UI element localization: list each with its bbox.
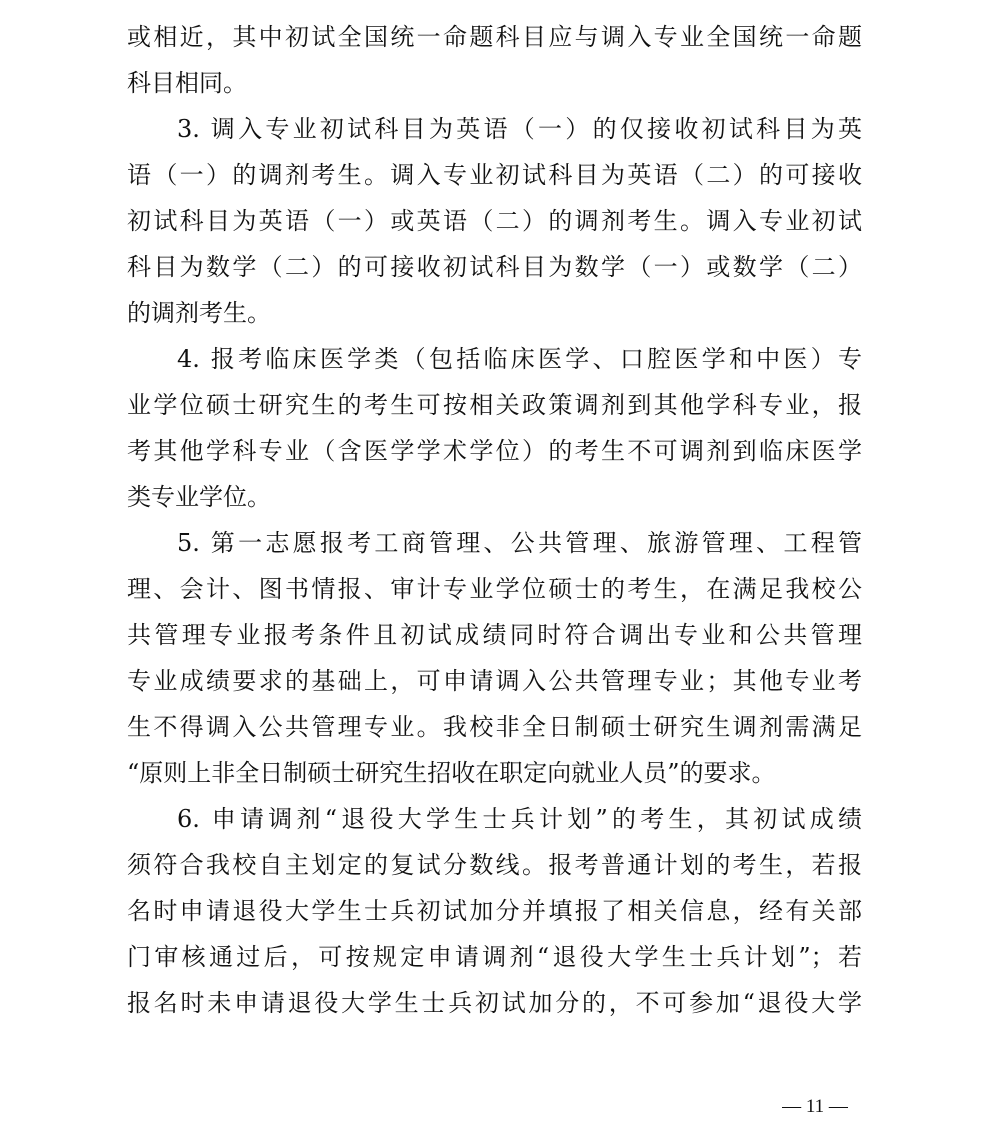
text-line: 考其他学科专业（含医学学术学位）的考生不可调剂到临床医学 xyxy=(127,437,862,465)
paragraph-5 xyxy=(127,520,862,796)
text-line: 业学位硕士研究生的考生可按相关政策调剂到其他学科专业，报 xyxy=(127,391,862,419)
text-line: 门审核通过后，可按规定申请调剂“退役大学生士兵计划”；若 xyxy=(127,943,862,971)
text-line: 的调剂考生。 xyxy=(127,299,271,327)
text-line: 科目为数学（二）的可接收初试科目为数学（一）或数学（二） xyxy=(127,253,862,281)
text-line: 共管理专业报考条件且初试成绩同时符合调出专业和公共管理 xyxy=(127,621,862,649)
document-body xyxy=(127,14,862,1026)
page-number: — 11 — xyxy=(782,1096,848,1117)
text-line: 或相近，其中初试全国统一命题科目应与调入专业全国统一命题 xyxy=(127,23,862,51)
text-line: 名时申请退役大学生士兵初试加分并填报了相关信息，经有关部 xyxy=(127,897,862,925)
text-line: 报名时未申请退役大学生士兵初试加分的，不可参加“退役大学 xyxy=(127,989,862,1017)
paragraph-4 xyxy=(127,336,862,520)
text-line: 类专业学位。 xyxy=(127,483,271,511)
paragraph-6 xyxy=(127,796,862,1026)
text-line: 3. 调入专业初试科目为英语（一）的仅接收初试科目为英 xyxy=(177,115,862,143)
text-line: 须符合我校自主划定的复试分数线。报考普通计划的考生，若报 xyxy=(127,851,862,879)
paragraph-2-continuation xyxy=(127,14,862,106)
text-line: 初试科目为英语（一）或英语（二）的调剂考生。调入专业初试 xyxy=(127,207,862,235)
text-line: 5. 第一志愿报考工商管理、公共管理、旅游管理、工程管 xyxy=(177,529,862,557)
text-line: 语（一）的调剂考生。调入专业初试科目为英语（二）的可接收 xyxy=(127,161,862,189)
text-line: 专业成绩要求的基础上，可申请调入公共管理专业；其他专业考 xyxy=(127,667,862,695)
text-line: “原则上非全日制硕士研究生招收在职定向就业人员”的要求。 xyxy=(127,759,776,787)
paragraph-3 xyxy=(127,106,862,336)
text-line: 科目相同。 xyxy=(127,69,247,97)
text-line: 生不得调入公共管理专业。我校非全日制硕士研究生调剂需满足 xyxy=(127,713,862,741)
text-line: 6. 申请调剂“退役大学生士兵计划”的考生，其初试成绩 xyxy=(177,805,862,833)
text-line: 理、会计、图书情报、审计专业学位硕士的考生，在满足我校公 xyxy=(127,575,862,603)
text-line: 4. 报考临床医学类（包括临床医学、口腔医学和中医）专 xyxy=(177,345,862,373)
